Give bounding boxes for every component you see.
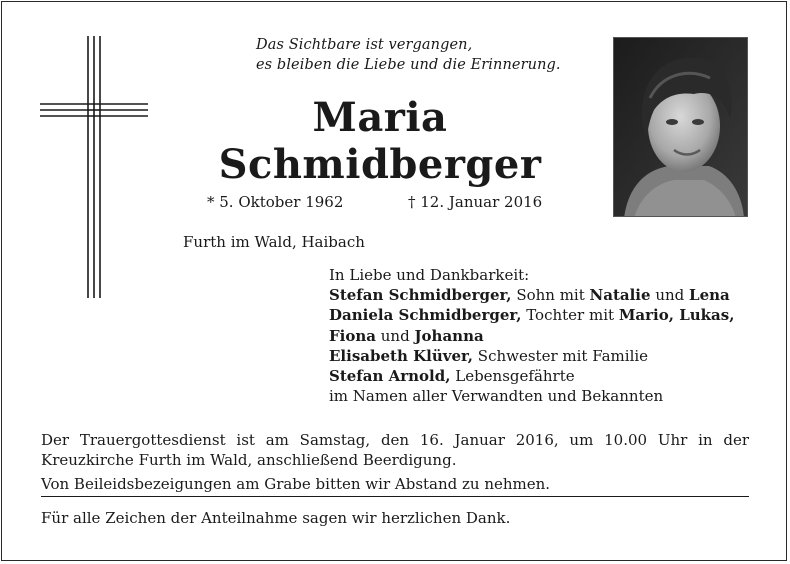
motto-line-2: es bleiben die Liebe und die Erinnerung. [256, 57, 561, 73]
divider-rule [41, 496, 749, 497]
motto [256, 35, 561, 75]
motto-line-1: Das Sichtbare ist vergangen, [256, 37, 473, 53]
mourner-line-6: im Namen aller Verwandten und Bekannten [329, 387, 664, 406]
funeral-service-info [41, 430, 749, 470]
service-line-1: Der Trauergottesdienst ist am Samstag, den 16. Januar 2016, um 10.00 Uhr in der [41, 431, 749, 449]
mourner-line-3: Fiona und Johanna [329, 326, 484, 345]
condolence-note: Von Beileidsbezeigungen am Grabe bitten wir Abstand zu nehmen. [41, 475, 551, 493]
mourners-list [329, 265, 734, 406]
birth-date: * 5. Oktober 1962 [207, 193, 344, 211]
deceased-last-name: Schmidberger [218, 141, 542, 188]
thanks-note: Für alle Zeichen der Anteilnahme sagen wir herzlichen Dank. [41, 509, 511, 527]
residence: Furth im Wald, Haibach [183, 233, 365, 251]
mourner-line-5: Stefan Arnold, Lebensgefährte [329, 367, 575, 386]
service-line-2: Kreuzkirche Furth im Wald, anschließend Beerdigung. [41, 451, 457, 469]
mourner-line-4: Elisabeth Klüver, Schwester mit Familie [329, 346, 649, 365]
deceased-first-name: Maria [312, 94, 448, 141]
mourner-line-2: Daniela Schmidberger, Tochter mit Mario, Lukas, [329, 306, 735, 325]
portrait-photo [613, 37, 748, 217]
mourner-line-1: Stefan Schmidberger, Sohn mit Natalie und Lena [329, 286, 730, 305]
cross-icon [38, 36, 150, 300]
mourners-intro: In Liebe und Dankbarkeit: [329, 266, 530, 284]
death-date: † 12. Januar 2016 [408, 193, 543, 211]
